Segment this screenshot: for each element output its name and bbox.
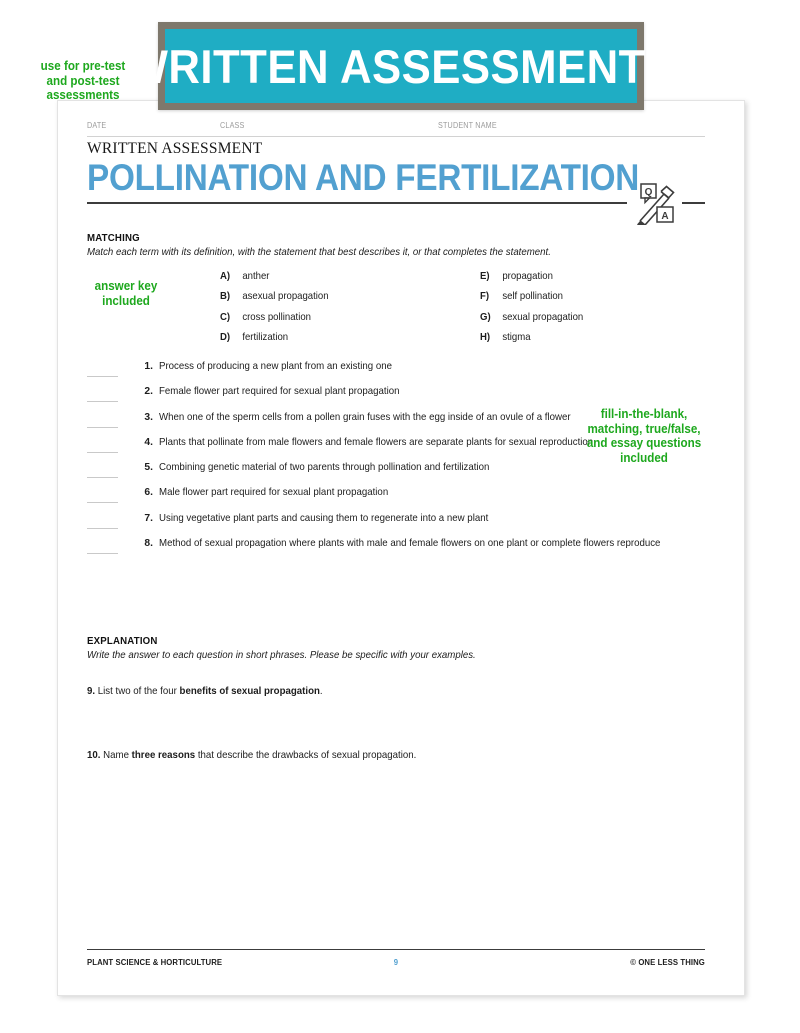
- essay-question-9: [87, 686, 323, 697]
- term-bank-item: [480, 312, 759, 332]
- footer-course-name: PLANT SCIENCE & HORTICULTURE: [87, 957, 223, 967]
- promo-banner-title: WRITTEN ASSESSMENTS: [126, 39, 676, 93]
- svg-text:A: A: [661, 211, 669, 222]
- essay-question-number: 9.: [87, 686, 98, 697]
- answer-blank-line[interactable]: [87, 477, 118, 478]
- term-bank-letter: F): [480, 291, 490, 303]
- matching-question-number: 1.: [144, 361, 153, 372]
- answer-blank-line[interactable]: [87, 376, 118, 377]
- student-info-row: [87, 121, 705, 137]
- matching-question-text: Combining genetic material of two parents through pollination and fertilization: [159, 462, 490, 474]
- svg-text:Q: Q: [644, 187, 653, 198]
- callout-answer-key: answer key included: [94, 279, 158, 308]
- matching-question-text: When one of the sperm cells from a pollen grain fuses with the egg inside of an ovule of a flower: [159, 411, 571, 423]
- answer-blank-line[interactable]: [87, 401, 118, 402]
- term-bank-item: [480, 271, 759, 291]
- footer-page-number: 9: [393, 957, 399, 967]
- essay-question-tail: that describe the drawbacks of sexual propagation.: [195, 750, 417, 761]
- term-bank-label: asexual propagation: [242, 291, 329, 303]
- term-bank-letter: D): [220, 331, 231, 343]
- explanation-section-heading: EXPLANATION: [87, 635, 158, 647]
- term-bank-label: self pollination: [502, 291, 564, 303]
- matching-question-text: Using vegetative plant parts and causing them to regenerate into a new plant: [159, 512, 489, 524]
- term-bank-letter: H): [480, 331, 491, 343]
- explanation-section-instructions: Write the answer to each question in short phrases. Please be specific with your examples.: [87, 649, 476, 661]
- footer-copyright: © ONE LESS THING: [630, 957, 705, 967]
- matching-question-text: Plants that pollinate from male flowers and female flowers are separate plants for sexual reproduction: [159, 436, 594, 448]
- term-bank-item: [220, 271, 499, 291]
- essay-question-emphasis: benefits of sexual propagation: [179, 686, 320, 697]
- document-kicker: WRITTEN ASSESSMENT: [87, 140, 263, 157]
- term-bank-column-left: [220, 271, 520, 352]
- term-bank-item: [480, 291, 759, 311]
- matching-question-text: Method of sexual propagation where plants with male and female flowers on one plant or complete flowers reproduce: [159, 538, 661, 550]
- matching-question-number: 8.: [144, 538, 153, 550]
- matching-question-row: [87, 384, 705, 409]
- essay-question-lead: List two of the four: [97, 686, 180, 697]
- matching-question-text: Male flower part required for sexual plant propagation: [159, 487, 389, 499]
- page-title: POLLINATION AND FERTILIZATION: [87, 157, 640, 198]
- matching-question-number: 2.: [144, 386, 153, 398]
- matching-question-number: 6.: [144, 487, 153, 499]
- matching-question-row: [87, 485, 705, 510]
- term-bank-label: propagation: [502, 271, 553, 282]
- matching-section-heading: MATCHING: [87, 232, 140, 244]
- term-bank-letter: C): [220, 311, 231, 323]
- page-footer: [87, 949, 705, 971]
- term-bank-letter: E): [480, 271, 490, 282]
- term-bank-label: fertilization: [242, 331, 289, 343]
- essay-question-lead: Name: [103, 750, 132, 761]
- title-rule-left: [87, 202, 627, 204]
- answer-blank-line[interactable]: [87, 427, 118, 428]
- matching-question-row: [87, 511, 705, 536]
- term-bank-label: cross pollination: [242, 311, 311, 323]
- promo-banner: [126, 22, 676, 110]
- term-bank-column-right: [480, 271, 780, 352]
- answer-blank-line[interactable]: [87, 528, 118, 529]
- term-bank-label: stigma: [502, 331, 531, 343]
- essay-question-10: [87, 750, 416, 761]
- callout-pretest-usage: use for pre-test and post-test assessments: [40, 59, 126, 102]
- answer-blank-line[interactable]: [87, 502, 118, 503]
- worksheet-page: [57, 100, 745, 996]
- essay-question-tail: .: [319, 686, 323, 697]
- matching-question-number: 5.: [144, 462, 153, 474]
- matching-question-number: 4.: [144, 436, 153, 448]
- matching-section-instructions: Match each term with its definition, with the statement that best describes it, or that completes the statement.: [87, 246, 551, 258]
- qa-pencil-icon: [628, 181, 680, 225]
- essay-question-emphasis: three reasons: [131, 750, 196, 761]
- term-bank-item: [480, 332, 759, 352]
- matching-question-number: 3.: [144, 411, 153, 423]
- term-bank-item: [220, 312, 499, 332]
- term-bank-label: sexual propagation: [502, 311, 584, 323]
- title-rule-right: [682, 202, 705, 204]
- matching-question-row: [87, 536, 705, 561]
- matching-question-row: [87, 359, 705, 384]
- answer-blank-line[interactable]: [87, 452, 118, 453]
- matching-question-text: Process of producing a new plant from an existing one: [159, 361, 392, 372]
- matching-question-number: 7.: [144, 512, 153, 524]
- term-bank-item: [220, 291, 499, 311]
- answer-blank-line[interactable]: [87, 553, 118, 554]
- term-bank-label: anther: [242, 271, 270, 282]
- callout-question-types: fill-in-the-blank, matching, true/false, and essay questions included: [586, 407, 702, 465]
- student-name-field-label: STUDENT NAME: [438, 121, 497, 130]
- document-title-block: [87, 157, 705, 222]
- matching-question-text: Female flower part required for sexual plant propagation: [159, 386, 400, 398]
- class-field-label: CLASS: [220, 121, 245, 130]
- essay-question-number: 10.: [87, 750, 104, 761]
- date-field-label: DATE: [87, 121, 107, 130]
- term-bank-letter: B): [220, 291, 231, 303]
- term-bank-letter: G): [480, 311, 491, 323]
- term-bank-item: [220, 332, 499, 352]
- term-bank-letter: A): [220, 271, 231, 282]
